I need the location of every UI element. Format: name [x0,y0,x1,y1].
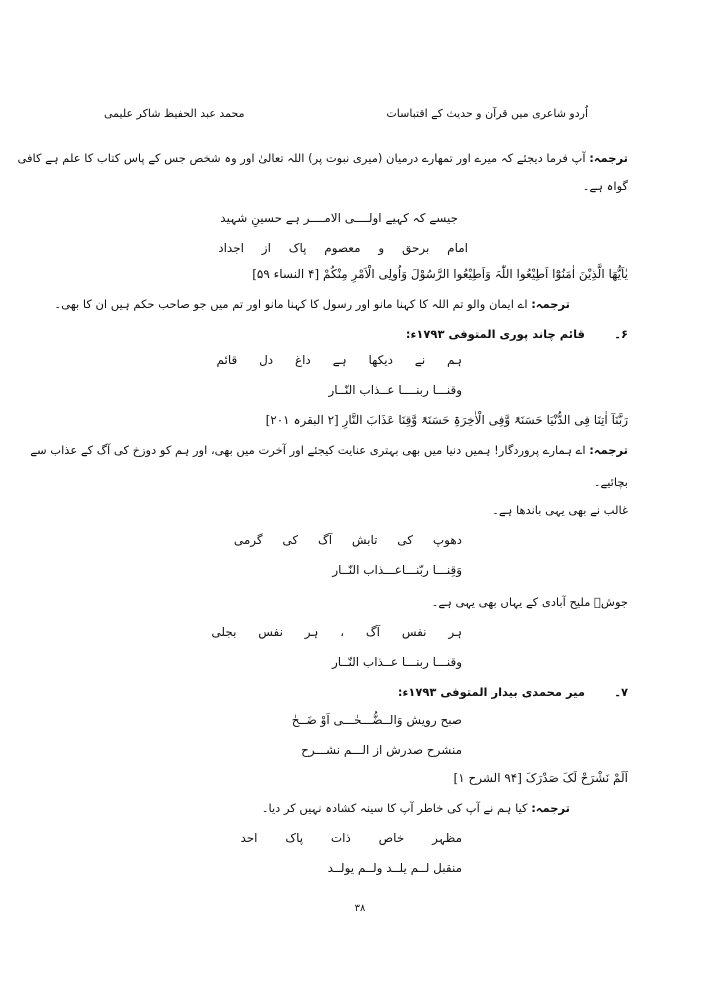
section-number: ۶۔ [614,327,628,341]
translation-continuation: بچائیے۔ [593,475,628,489]
translation-paragraph [54,296,570,312]
translation-label: ترجمہ: [589,151,628,165]
poet-intro: جوشؔ ملیح آبادی کے یہاں بھی یہی ہے۔ [431,595,628,609]
translation-paragraph [30,442,628,458]
section-heading [406,326,628,342]
translation-paragraph [17,150,628,166]
poet-intro: غالب نے بھی یہی باندھا ہے۔ [492,503,628,517]
page-number: ۳۸ [354,903,366,914]
translation-text: کیا ہم نے آپ کی خاطر آپ کا سینہ کشادہ نہیں کر دیا۔ [261,801,528,815]
translation-paragraph [262,800,570,816]
translation-text: اے ہمارے پروردگار! ہمیں دنیا میں بھی بہتری عنایت کیجئے اور آخرت میں بھی، اور ہم کو دوزخ کی آگ کے عذاب سے [30,443,586,457]
translation-continuation: گواہ ہے۔ [582,179,628,193]
quran-quote: رَبَّنَآ اٰتِنَا فِی الدُّنْیَا حَسَنَۃً وَّفِی الْاٰخِرَۃِ حَسَنَۃً وَّقِنَا عَذَابَ النَّارِ [۲ البقرہ ۲۰۱] [265,413,628,427]
section-title: میر محمدی بیدار المتوفی ۱۷۹۳ء: [397,685,585,699]
couplet-line: جیسے کہ کہیے اولــــی الامــــر ہے حسینِ شہید [220,211,458,225]
couplet-line: امام برحق و معصوم پاک از اجداد [218,241,468,255]
couplet-line: وقنـــا ربنـــا عــذاب النّــار [332,655,462,669]
translation-label: ترجمہ: [589,443,628,457]
couplet-line: منقبل لــم یلــد ولــم یولــد [327,861,462,875]
couplet-line: منشرح صدرش از الـــم نشـــرح [301,743,462,757]
quran-quote: یٰاَیُّھَا الَّذِیْنَ اٰمَنُوْٓا اَطِیْعُوا اللّٰہَ وَاَطِیْعُوا الرَّسُوْلَ وَاُولِی الْاَمْرِ مِنْکُمْ [۴ النساء ۵۹] [252,267,628,281]
couplet-line: ہر نفس آگ ، ہر نفس بجلی [211,625,462,639]
quran-quote: اَلَمْ نَشْرَحْ لَکَ صَدْرَکَ [۹۴ الشرح ۱] [453,771,628,785]
translation-text: آپ فرما دیجئے کہ میرے اور تمھارے درمیان (میری نبوت پر) اللہ تعالیٰ اور وہ شخص جس کے پاس کتاب کا علم ہے کافی [17,151,586,165]
author-header: محمد عبد الحفیظ شاکر علیمی [104,107,245,120]
section-number: ۷۔ [614,685,628,699]
couplet-line: دھوپ کی تابش آگ کی گرمی [233,533,462,547]
couplet-line: مظہر خاص ذات پاک احد [240,831,462,845]
section-title: قائم چاند پوری المتوفی ۱۷۹۳ء: [405,327,585,341]
couplet-line: وَقِنـــا ربّنـــاعـــذاب النّــار [332,563,462,577]
translation-label: ترجمہ: [531,297,570,311]
book-title-header: اُردو شاعری میں قرآن و حدیث کے اقتباسات [386,107,588,120]
couplet-line: ہم نے دیکھا ہے داغ دل قائم [216,353,462,367]
couplet-line: وقنـــا ربنــــا عــذاب النّــار [328,383,462,397]
couplet-line: صبح رویش وَالــضُّـــحٰـــی اَوْ ضَــحٰ [291,713,462,727]
translation-label: ترجمہ: [531,801,570,815]
section-heading [398,684,628,700]
translation-text: اے ایمان والو تم اللہ کا کہنا مانو اور رسول کا کہنا مانو اور تم میں جو صاحب حکم ہیں ان کا بھی۔ [54,297,528,311]
